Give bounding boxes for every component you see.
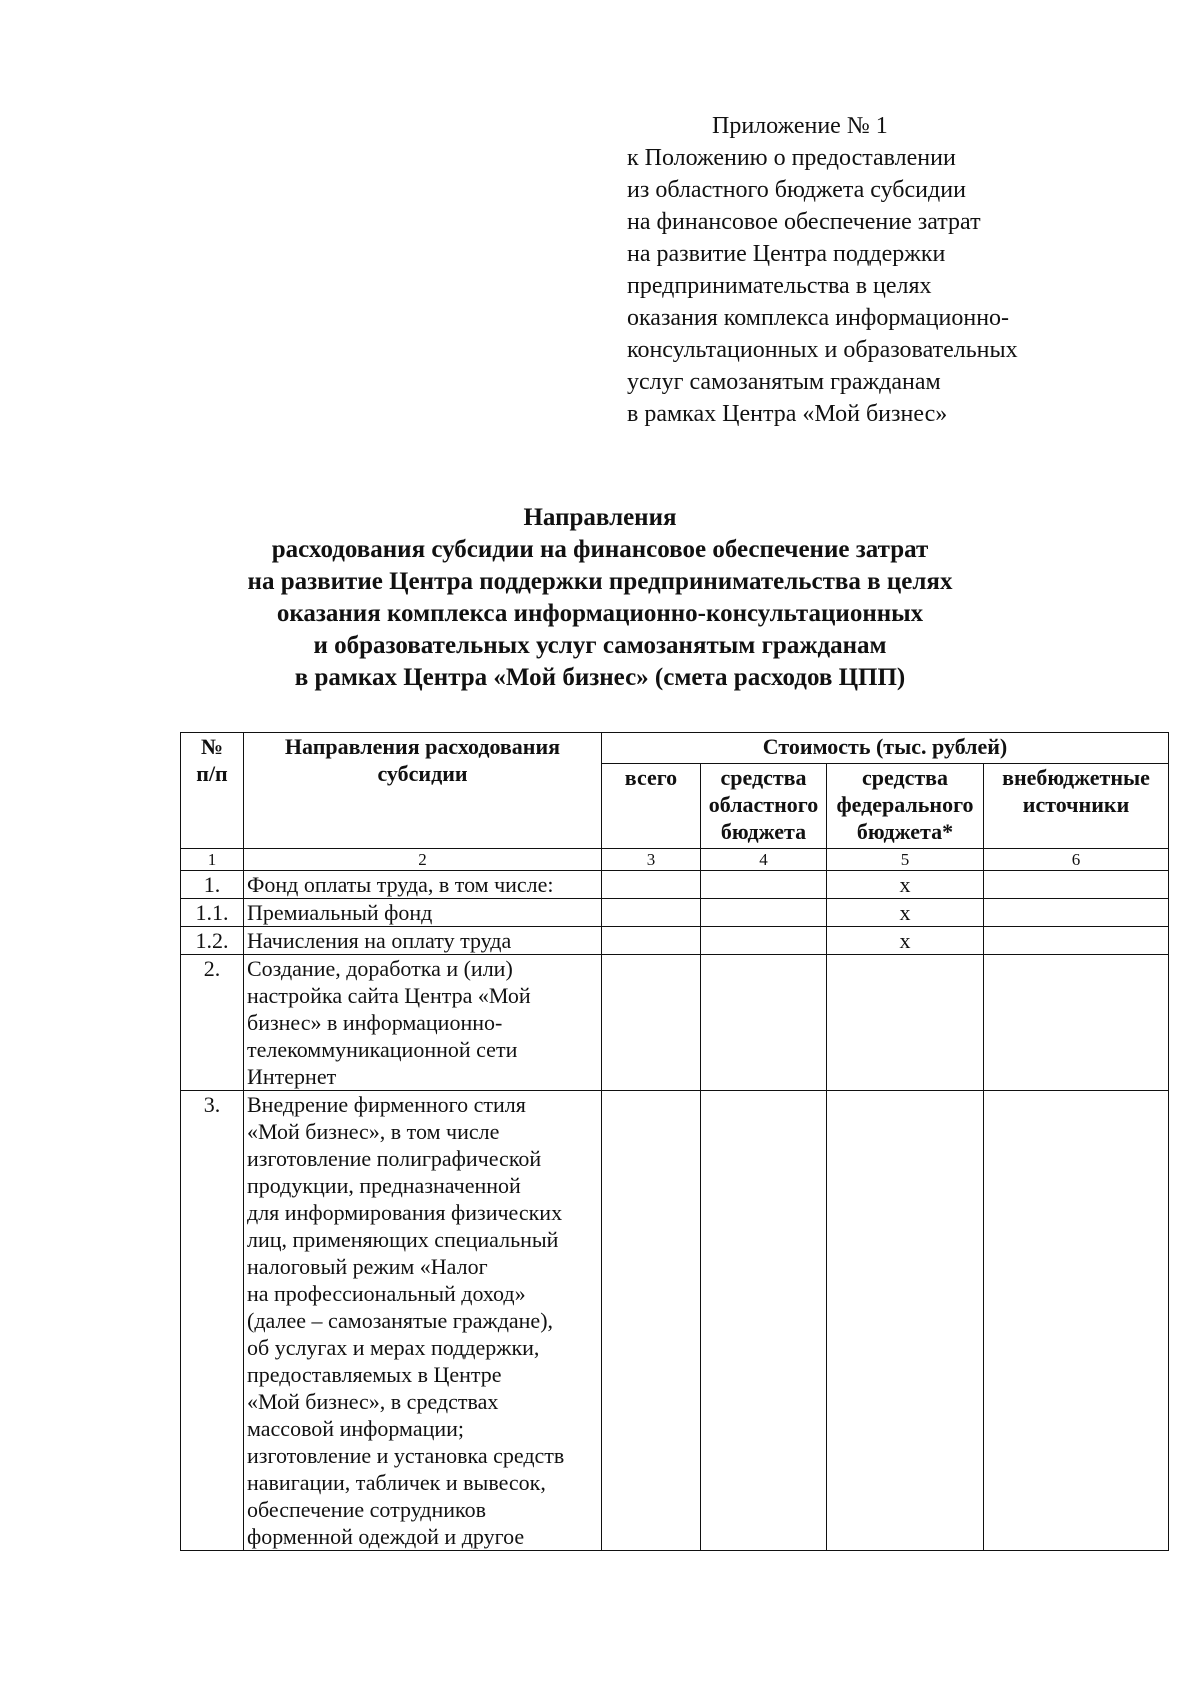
- cell-regional: [701, 927, 827, 955]
- row-text-line: об услугах и мерах поддержки,: [247, 1335, 540, 1360]
- row-text-line: продукции, предназначенной: [247, 1173, 521, 1198]
- cell-federal: [827, 955, 984, 1091]
- title-line: расходования субсидии на финансовое обеспечение затрат: [271, 536, 929, 563]
- row-num: 1.: [181, 871, 244, 899]
- header-regional-line: областного: [708, 792, 819, 817]
- title-line: на развитие Центра поддержки предпринимательства в целях: [247, 568, 953, 595]
- cell-regional: [701, 899, 827, 927]
- header-federal-line: бюджета*: [856, 819, 954, 844]
- row-text: Фонд оплаты труда, в том числе:: [244, 871, 602, 899]
- annex-line: в рамках Центра «Мой бизнес»: [627, 401, 948, 427]
- annex-line: Приложение № 1: [712, 113, 888, 139]
- cell-regional: [701, 955, 827, 1091]
- row-text-line: Интернет: [247, 1064, 337, 1089]
- row-text-line: на профессиональный доход»: [247, 1281, 526, 1306]
- title-line: в рамках Центра «Мой бизнес» (смета расходов ЦПП): [294, 664, 906, 691]
- title-line: Направления: [523, 504, 677, 531]
- annex-block: [627, 110, 1107, 430]
- cell-total: [602, 927, 701, 955]
- table-row: [181, 955, 1169, 1091]
- cell-federal: х: [827, 899, 984, 927]
- row-text: Премиальный фонд: [244, 899, 602, 927]
- header-num-line: п/п: [196, 761, 228, 786]
- title-line: оказания комплекса информационно-консультационных: [276, 600, 924, 627]
- row-text: [244, 955, 602, 1091]
- header-cost: Стоимость (тыс. рублей): [602, 733, 1169, 764]
- header-direction-line: субсидии: [377, 761, 468, 786]
- cell-total: [602, 955, 701, 1091]
- document-title: [0, 502, 1200, 694]
- annex-line: на развитие Центра поддержки: [627, 241, 946, 267]
- table-header-row: [181, 733, 1169, 764]
- cell-extra: [984, 1091, 1169, 1551]
- row-text-line: навигации, табличек и вывесок,: [247, 1470, 546, 1495]
- table-row: [181, 927, 1169, 955]
- cell-extra: [984, 927, 1169, 955]
- row-text-line: «Мой бизнес», в том числе: [247, 1119, 500, 1144]
- annex-line: предпринимательства в целях: [627, 273, 932, 299]
- row-num: 3.: [181, 1091, 244, 1551]
- title-line: и образовательных услуг самозанятым гражданам: [313, 632, 887, 659]
- cell-regional: [701, 871, 827, 899]
- header-total: всего: [602, 764, 701, 849]
- header-extra: [984, 764, 1169, 849]
- header-num-line: №: [200, 734, 224, 759]
- row-num: 1.1.: [181, 899, 244, 927]
- cell-federal: х: [827, 927, 984, 955]
- annex-line: к Положению о предоставлении: [627, 145, 956, 171]
- header-num: [181, 733, 244, 849]
- row-text: [244, 1091, 602, 1551]
- row-text-line: бизнес» в информационно-: [247, 1010, 503, 1035]
- cell-regional: [701, 1091, 827, 1551]
- row-text-line: для информирования физических: [247, 1200, 563, 1225]
- header-direction-line: Направления расходования: [284, 734, 561, 759]
- header-regional-line: средства: [720, 765, 807, 790]
- cell-extra: [984, 871, 1169, 899]
- header-direction: [244, 733, 602, 849]
- row-text-line: массовой информации;: [247, 1416, 465, 1441]
- row-text-line: «Мой бизнес», в средствах: [247, 1389, 499, 1414]
- row-num: 2.: [181, 955, 244, 1091]
- row-text-line: налоговый режим «Налог: [247, 1254, 488, 1279]
- row-num: 1.2.: [181, 927, 244, 955]
- header-federal-line: федерального: [836, 792, 974, 817]
- table-row: [181, 1091, 1169, 1551]
- row-text-line: Внедрение фирменного стиля: [247, 1092, 526, 1117]
- cell-federal: [827, 1091, 984, 1551]
- column-number: 4: [701, 849, 827, 871]
- cell-extra: [984, 955, 1169, 1091]
- row-text-line: Создание, доработка и (или): [247, 956, 513, 981]
- annex-line: услуг самозанятым гражданам: [627, 369, 941, 395]
- row-text-line: форменной одеждой и другое: [247, 1524, 525, 1549]
- table-row: [181, 871, 1169, 899]
- row-text-line: обеспечение сотрудников: [247, 1497, 486, 1522]
- cell-extra: [984, 899, 1169, 927]
- column-number: 3: [602, 849, 701, 871]
- header-regional: [701, 764, 827, 849]
- row-text-line: изготовление полиграфической: [247, 1146, 542, 1171]
- annex-line: на финансовое обеспечение затрат: [627, 209, 981, 235]
- column-number: 1: [181, 849, 244, 871]
- header-extra-line: источники: [1022, 792, 1130, 817]
- header-federal-line: средства: [861, 765, 949, 790]
- budget-table: [180, 732, 1169, 1551]
- header-regional-line: бюджета: [720, 819, 807, 844]
- annex-line: оказания комплекса информационно-: [627, 305, 1010, 331]
- cell-total: [602, 1091, 701, 1551]
- row-text-line: настройка сайта Центра «Мой: [247, 983, 531, 1008]
- row-text: Начисления на оплату труда: [244, 927, 602, 955]
- column-number: 6: [984, 849, 1169, 871]
- row-text-line: предоставляемых в Центре: [247, 1362, 502, 1387]
- header-federal: [827, 764, 984, 849]
- row-text-line: изготовление и установка средств: [247, 1443, 565, 1468]
- cell-total: [602, 871, 701, 899]
- column-number: 5: [827, 849, 984, 871]
- header-extra-line: внебюджетные: [1002, 765, 1150, 790]
- row-text-line: телекоммуникационной сети: [247, 1037, 518, 1062]
- column-number: 2: [244, 849, 602, 871]
- row-text-line: (далее – самозанятые граждане),: [247, 1308, 554, 1333]
- table-row: [181, 899, 1169, 927]
- annex-line: консультационных и образовательных: [627, 337, 1018, 363]
- column-number-row: [181, 849, 1169, 871]
- annex-line: из областного бюджета субсидии: [627, 177, 966, 203]
- cell-total: [602, 899, 701, 927]
- row-text-line: лиц, применяющих специальный: [247, 1227, 559, 1252]
- cell-federal: х: [827, 871, 984, 899]
